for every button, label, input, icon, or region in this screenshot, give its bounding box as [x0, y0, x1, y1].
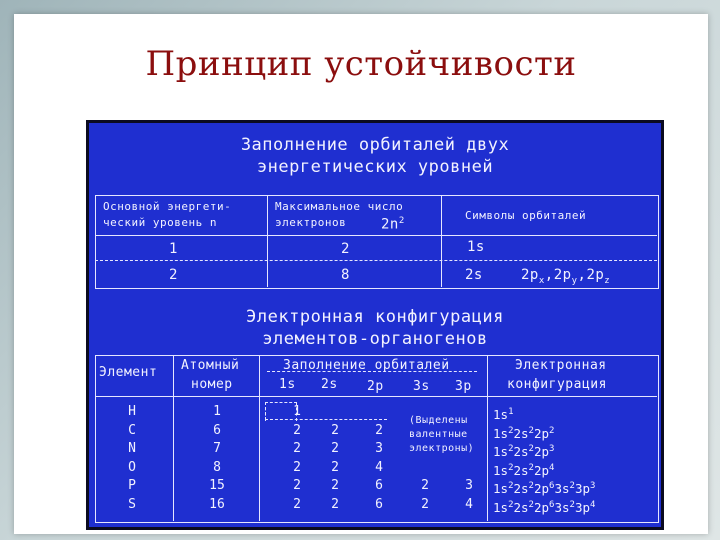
fill-3p-cell: 4: [465, 496, 473, 512]
fill-3p-column: [457, 403, 481, 514]
valence-note-line3: электроны): [409, 443, 475, 454]
levels-row1-n: 1: [169, 241, 178, 257]
config-header-atomic-line2: номер: [191, 377, 233, 392]
levels-row2-p-orbitals: $2p_x,2p_y,2p_z$: [521, 267, 611, 286]
fill-3s-cell: [413, 459, 437, 478]
config-header-config-line1: Электронная: [515, 358, 607, 373]
valence-note-line1: (Выделены: [409, 415, 468, 426]
fill-2p-cell: [367, 403, 391, 422]
levels-table-divider: [267, 195, 268, 287]
config-table-divider: [487, 355, 488, 521]
config-table-divider: [259, 355, 260, 521]
fill-3s-cell: [413, 422, 437, 441]
fill-2s-cell: 2: [331, 496, 339, 512]
electron-config: $1s^22s^22p^2$: [493, 425, 555, 441]
section2-heading-line1: Электронная конфигурация: [246, 307, 504, 327]
atomic-number: 1: [213, 404, 221, 419]
valence-outline-left: [265, 402, 266, 420]
slide-title: Принцип устойчивости: [145, 44, 577, 84]
fill-3s-cell: 2: [421, 478, 429, 493]
fill-2p-cell: 3: [375, 441, 383, 456]
fill-1s-cell: 2: [293, 496, 301, 512]
fill-3p-cell: [457, 459, 481, 478]
element-symbol: P: [128, 478, 136, 493]
section2-heading-line2: элементов-органогенов: [262, 329, 488, 349]
orbital-label-1s: 1s: [279, 377, 296, 392]
atomic-number: 15: [209, 478, 225, 493]
levels-col1-header-line1: Основной энергети-: [103, 200, 232, 213]
levels-col2-header-line1: Максимальное число: [275, 200, 404, 213]
orbital-label-2p: 2p: [367, 379, 384, 394]
element-symbol: H: [128, 404, 136, 419]
levels-table-dashed-rule: [95, 260, 657, 261]
fill-1s-column: [285, 403, 309, 514]
electron-config: $1s^22s^22p^4$: [493, 462, 555, 478]
levels-col2-header-line2: электронов: [275, 216, 347, 229]
fill-3s-cell: [413, 403, 437, 422]
config-table-header-rule: [95, 396, 657, 397]
levels-row2-symbol: 2s: [465, 267, 483, 283]
element-symbols-column: [119, 403, 145, 514]
electron-config: $1s^22s^22p^63s^23p^3$: [493, 481, 596, 497]
orbital-label-2s: 2s: [321, 377, 338, 392]
fill-3p-cell: 3: [465, 478, 473, 493]
fill-3s-column: [413, 403, 437, 514]
levels-row2-max: 8: [341, 267, 350, 283]
atomic-number: 6: [213, 422, 221, 438]
fill-1s-cell: 1: [293, 404, 301, 419]
orbital-label-3p: 3p: [455, 379, 472, 394]
levels-col2-formula: $2n^2$: [381, 216, 405, 233]
fill-2s-cell: [323, 403, 347, 422]
electron-config: $1s^22s^22p^63s^23p^4$: [493, 499, 596, 515]
fill-3p-cell: [457, 403, 481, 422]
fill-2s-column: [323, 403, 347, 514]
fill-2p-cell: 2: [375, 422, 383, 438]
element-symbol: S: [128, 496, 136, 512]
levels-col3-header: Символы орбиталей: [465, 209, 587, 222]
config-header-element: Элемент: [99, 365, 158, 380]
fill-2s-cell: 2: [331, 459, 339, 475]
fill-3s-cell: [413, 440, 437, 459]
levels-table-header-rule: [95, 235, 657, 236]
fill-3p-cell: [457, 422, 481, 441]
atomic-number: 7: [213, 441, 221, 456]
atomic-numbers-column: [197, 403, 237, 514]
fill-2p-cell: 4: [375, 459, 383, 475]
orbital-label-3s: 3s: [413, 379, 430, 394]
fill-1s-cell: 2: [293, 422, 301, 438]
fill-1s-cell: 2: [293, 441, 301, 456]
orbital-table-panel: [86, 120, 664, 530]
fill-2p-column: [367, 403, 391, 514]
levels-row1-max: 2: [341, 241, 350, 257]
fill-1s-cell: 2: [293, 459, 301, 475]
config-header-atomic-line1: Атомный: [181, 358, 240, 373]
config-table-divider: [173, 355, 174, 521]
levels-col1-header-line2: ческий уровень n: [103, 216, 217, 229]
fill-1s-cell: 2: [293, 478, 301, 493]
electron-config: $1s^22s^22p^3$: [493, 444, 555, 460]
levels-table-divider: [441, 195, 442, 287]
fill-2p-cell: 6: [375, 496, 383, 512]
levels-row2-n: 2: [169, 267, 178, 283]
atomic-number: 8: [213, 459, 221, 475]
electron-config-column: [493, 403, 653, 514]
section1-heading-line2: энергетических уровней: [256, 157, 494, 177]
section1-heading-line1: Заполнение орбиталей двух: [240, 135, 510, 155]
levels-row1-symbol: 1s: [467, 239, 485, 255]
fill-2s-cell: 2: [331, 478, 339, 493]
fill-2s-cell: 2: [331, 441, 339, 456]
element-symbol: C: [128, 422, 136, 438]
fill-3p-cell: [457, 440, 481, 459]
config-header-filling: Заполнение орбиталей: [283, 358, 450, 373]
fill-3s-cell: 2: [421, 496, 429, 512]
electron-config: $1s^1$: [493, 407, 514, 423]
element-symbol: O: [128, 459, 136, 475]
atomic-number: 16: [209, 496, 225, 512]
valence-note-line2: валентные: [409, 429, 468, 440]
fill-2s-cell: 2: [331, 422, 339, 438]
slide: [14, 14, 708, 534]
fill-2p-cell: 6: [375, 478, 383, 493]
element-symbol: N: [128, 441, 136, 456]
config-header-config-line2: конфигурация: [507, 377, 607, 392]
